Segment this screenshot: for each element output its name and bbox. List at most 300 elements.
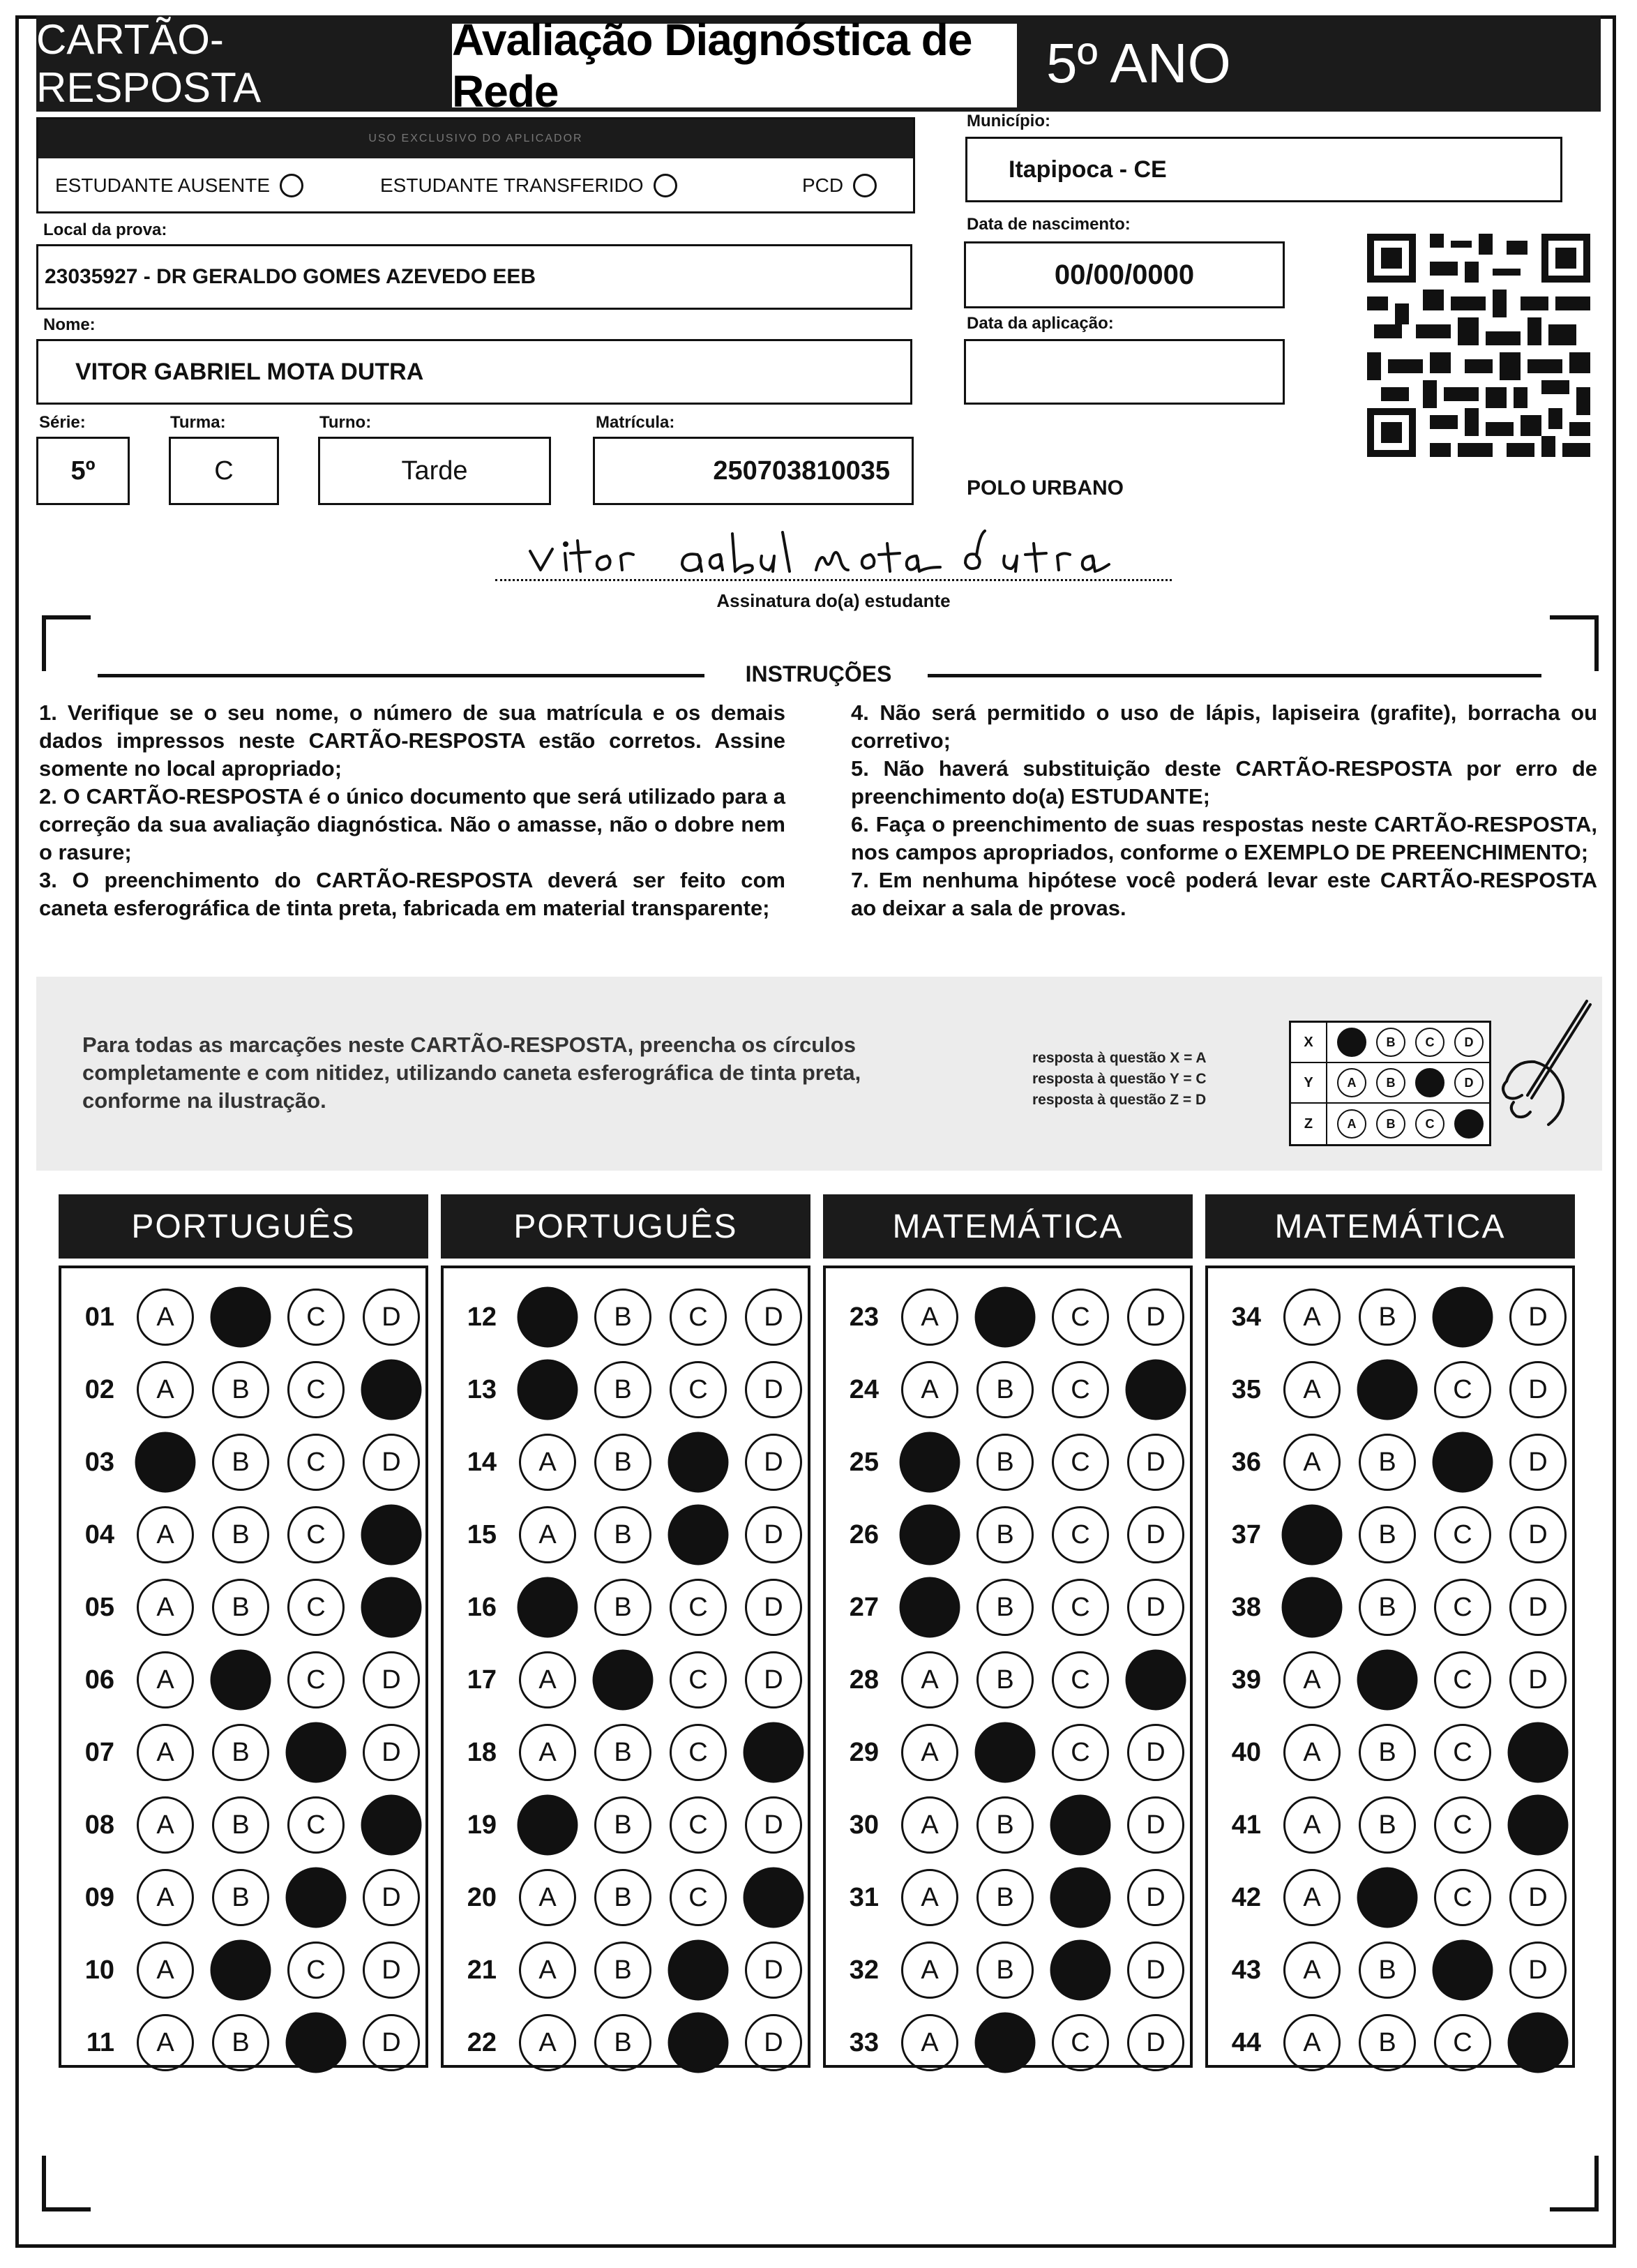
question-number: 20 <box>467 1882 497 1912</box>
question-number: 07 <box>84 1737 114 1767</box>
applicator-status-box <box>36 117 915 213</box>
answer-bubble-b[interactable]: B <box>1359 1289 1416 1346</box>
example-bubble: A <box>1337 1068 1366 1097</box>
question-number: 18 <box>467 1737 497 1767</box>
answer-bubble-a[interactable] <box>900 1505 960 1565</box>
question-row <box>61 1353 425 1426</box>
answer-bubble-d[interactable]: D <box>745 2014 802 2071</box>
polo-label: POLO URBANO <box>967 476 1124 500</box>
answer-bubble-a[interactable]: A <box>519 1869 576 1926</box>
answer-bubble-c[interactable]: C <box>1052 2014 1109 2071</box>
answer-panel <box>59 1266 428 2068</box>
question-row <box>444 1644 808 1716</box>
example-bubble <box>1337 1028 1366 1057</box>
answer-bubble-b[interactable] <box>211 1650 271 1711</box>
answer-bubble-d[interactable] <box>361 1505 422 1565</box>
municipio-value: Itapipoca - CE <box>1009 156 1167 183</box>
answer-bubble-b[interactable]: B <box>976 1869 1034 1926</box>
nome-label: Nome: <box>43 315 96 334</box>
question-number: 22 <box>467 2027 497 2057</box>
answer-bubble-d[interactable] <box>1126 1650 1186 1711</box>
answer-bubble-b[interactable]: B <box>1359 1724 1416 1781</box>
matricula-value: 250703810035 <box>713 456 890 486</box>
answer-bubble-a[interactable] <box>518 1577 578 1638</box>
question-row <box>61 1571 425 1644</box>
answer-bubble-d[interactable]: D <box>1127 1796 1184 1854</box>
question-row <box>826 1499 1190 1571</box>
question-row <box>826 1571 1190 1644</box>
example-row-label: X <box>1291 1023 1327 1062</box>
answer-bubble-d[interactable]: D <box>363 1434 420 1491</box>
answer-bubble-a[interactable]: A <box>1283 1361 1341 1418</box>
answer-bubble-c[interactable] <box>1433 1287 1493 1348</box>
answer-bubble-b[interactable]: B <box>594 1942 651 1999</box>
question-row <box>1208 1644 1572 1716</box>
answer-bubble-c[interactable]: C <box>670 1724 727 1781</box>
fill-example-legend <box>1032 1048 1207 1111</box>
answer-bubble-c[interactable] <box>286 1868 347 1928</box>
corner-mark-bottom-left <box>42 2156 91 2211</box>
answer-bubble-d[interactable]: D <box>1509 1506 1567 1563</box>
question-number: 15 <box>467 1519 497 1549</box>
answer-bubble-a[interactable]: A <box>137 1506 194 1563</box>
answer-bubble-b[interactable] <box>975 2013 1036 2073</box>
answer-bubble-d[interactable]: D <box>1127 1724 1184 1781</box>
question-row <box>826 1861 1190 1934</box>
question-row <box>61 1789 425 1861</box>
answer-bubble-a[interactable]: A <box>901 1869 958 1926</box>
fill-example-text: Para todas as marcações neste CARTÃO-RESPOSTA, preencha os círculos completamente e com nitidez, utilizando caneta esferográfica de tinta preta, conforme na ilustração. <box>82 1032 861 1113</box>
answer-bubble-a[interactable]: A <box>137 1869 194 1926</box>
answer-bubble-d[interactable]: D <box>1127 1869 1184 1926</box>
answer-bubble-a[interactable]: A <box>519 2014 576 2071</box>
subject-header: MATEMÁTICA <box>823 1194 1193 1259</box>
question-row <box>61 1499 425 1571</box>
answer-bubble-d[interactable] <box>744 1868 804 1928</box>
instructions-title: INSTRUÇÕES <box>745 661 892 686</box>
answer-bubble-d[interactable]: D <box>1127 1506 1184 1563</box>
answer-bubble-b[interactable] <box>593 1650 654 1711</box>
question-row <box>1208 2006 1572 2079</box>
answer-bubble-c[interactable] <box>668 1432 729 1493</box>
answer-bubble-c[interactable]: C <box>670 1361 727 1418</box>
answer-bubble-d[interactable] <box>1508 1722 1569 1783</box>
question-number: 09 <box>84 1882 114 1912</box>
answer-bubble-b[interactable]: B <box>1359 1506 1416 1563</box>
answer-bubble-c[interactable]: C <box>670 1796 727 1854</box>
subject-header: PORTUGUÊS <box>441 1194 810 1259</box>
question-number: 11 <box>86 2027 114 2057</box>
answer-bubble-b[interactable]: B <box>976 1796 1034 1854</box>
answer-bubble-b[interactable]: B <box>594 1796 651 1854</box>
answer-bubble-a[interactable]: A <box>901 1796 958 1854</box>
answer-bubble-c[interactable]: C <box>1434 1724 1491 1781</box>
question-row <box>826 1644 1190 1716</box>
card-title: CARTÃO-RESPOSTA <box>36 16 262 111</box>
pcd-label: PCD <box>802 174 844 196</box>
answer-bubble-a[interactable]: A <box>1283 1869 1341 1926</box>
answer-bubble-b[interactable]: B <box>594 1579 651 1636</box>
answer-bubble-c[interactable] <box>1433 1940 1493 2001</box>
answer-bubble-d[interactable]: D <box>363 1651 420 1708</box>
answer-bubble-b[interactable] <box>975 1287 1036 1348</box>
question-number: 13 <box>467 1374 497 1404</box>
answer-bubble-c[interactable]: C <box>1052 1434 1109 1491</box>
answer-bubble-a[interactable]: A <box>519 1651 576 1708</box>
answer-bubble-b[interactable]: B <box>594 1724 651 1781</box>
answer-bubble-d[interactable] <box>1508 1795 1569 1856</box>
nome-value: VITOR GABRIEL MOTA DUTRA <box>75 358 424 385</box>
answer-bubble-b[interactable]: B <box>594 1869 651 1926</box>
answer-bubble-a[interactable]: A <box>519 1434 576 1491</box>
answer-bubble-d[interactable] <box>1126 1360 1186 1420</box>
instruction-4: 4. Não será permitido o uso de lápis, lapiseira (grafite), borracha ou corretivo; <box>851 700 1597 753</box>
pcd-bubble[interactable] <box>853 174 877 197</box>
question-number: 01 <box>84 1302 114 1332</box>
answer-bubble-d[interactable]: D <box>745 1361 802 1418</box>
answer-bubble-d[interactable]: D <box>745 1796 802 1854</box>
answer-bubble-a[interactable] <box>518 1360 578 1420</box>
answer-bubble-d[interactable]: D <box>1509 1651 1567 1708</box>
local-label: Local da prova: <box>43 220 167 239</box>
answer-bubble-d[interactable]: D <box>1127 1579 1184 1636</box>
exam-title: Avaliação Diagnóstica de Rede <box>452 24 1017 107</box>
answer-bubble-b[interactable]: B <box>594 1506 651 1563</box>
example-bubble <box>1454 1109 1484 1139</box>
question-row <box>61 2006 425 2079</box>
example-bubble: B <box>1376 1068 1405 1097</box>
answer-bubble-a[interactable]: A <box>1283 1651 1341 1708</box>
answer-bubble-b[interactable]: B <box>212 1579 269 1636</box>
signature-label: Assinatura do(a) estudante <box>716 590 951 611</box>
question-number: 33 <box>849 2027 879 2057</box>
answer-bubble-a[interactable]: A <box>137 2014 194 2071</box>
question-number: 38 <box>1231 1592 1261 1622</box>
answer-bubble-c[interactable]: C <box>1434 1506 1491 1563</box>
transferred-label: ESTUDANTE TRANSFERIDO <box>380 174 644 196</box>
matricula-label: Matrícula: <box>596 413 675 432</box>
answer-bubble-d[interactable]: D <box>1127 1942 1184 1999</box>
question-row <box>826 1281 1190 1353</box>
answer-bubble-b[interactable] <box>211 1287 271 1348</box>
subject-header: MATEMÁTICA <box>1205 1194 1575 1259</box>
answer-bubble-b[interactable]: B <box>212 1361 269 1418</box>
question-number: 37 <box>1231 1519 1261 1549</box>
question-number: 21 <box>467 1955 497 1985</box>
answer-bubble-a[interactable]: A <box>1283 1796 1341 1854</box>
instruction-5: 5. Não haverá substituição deste CARTÃO-RESPOSTA por erro de preenchimento do(a) ESTUDANTE; <box>851 756 1597 809</box>
absent-option[interactable] <box>55 174 303 197</box>
answer-bubble-a[interactable] <box>1282 1577 1343 1638</box>
answer-bubble-c[interactable] <box>668 1940 729 2001</box>
answer-bubble-d[interactable]: D <box>363 1869 420 1926</box>
answer-bubble-b[interactable]: B <box>594 1434 651 1491</box>
answer-bubble-d[interactable]: D <box>1127 2014 1184 2071</box>
question-row <box>1208 1353 1572 1426</box>
question-number: 03 <box>84 1447 114 1477</box>
answer-bubble-b[interactable]: B <box>212 1869 269 1926</box>
serie-label: Série: <box>39 413 86 432</box>
answer-bubble-b[interactable]: B <box>594 1361 651 1418</box>
question-row <box>444 1861 808 1934</box>
answer-bubble-d[interactable] <box>361 1360 422 1420</box>
question-row <box>1208 1934 1572 2006</box>
answer-bubble-b[interactable] <box>975 1722 1036 1783</box>
question-row <box>444 1789 808 1861</box>
question-number: 40 <box>1231 1737 1261 1767</box>
answer-bubble-c[interactable]: C <box>287 1506 345 1563</box>
answer-bubble-c[interactable]: C <box>1052 1506 1109 1563</box>
answer-bubble-a[interactable]: A <box>901 1724 958 1781</box>
aplicacao-box <box>964 339 1285 405</box>
answer-bubble-d[interactable]: D <box>745 1434 802 1491</box>
answer-bubble-d[interactable]: D <box>1509 1869 1567 1926</box>
answer-bubble-c[interactable]: C <box>1434 1869 1491 1926</box>
question-row <box>1208 1281 1572 1353</box>
qr-code <box>1367 234 1590 457</box>
answer-bubble-d[interactable]: D <box>363 1942 420 1999</box>
answer-bubble-c[interactable]: C <box>1052 1289 1109 1346</box>
question-row <box>61 1644 425 1716</box>
transferred-option[interactable] <box>380 174 677 197</box>
absent-bubble[interactable] <box>280 174 303 197</box>
answer-bubble-d[interactable]: D <box>745 1289 802 1346</box>
answer-bubble-b[interactable] <box>211 1940 271 2001</box>
answer-bubble-a[interactable]: A <box>1283 1942 1341 1999</box>
question-row <box>61 1934 425 2006</box>
example-row <box>1291 1023 1489 1063</box>
instruction-2: 2. O CARTÃO-RESPOSTA é o único documento que será utilizado para a correção da sua avaliação diagnóstica. Não o amasse, não o dobre nem o rasure; <box>39 784 785 864</box>
answer-bubble-a[interactable]: A <box>1283 1434 1341 1491</box>
answer-panel <box>823 1266 1193 2068</box>
example-bubble: B <box>1376 1109 1405 1139</box>
local-value: 23035927 - DR GERALDO GOMES AZEVEDO EEB <box>45 265 536 288</box>
answer-bubble-d[interactable] <box>361 1577 422 1638</box>
answer-bubble-b[interactable] <box>1357 1868 1418 1928</box>
answer-bubble-c[interactable]: C <box>287 1796 345 1854</box>
answer-bubble-d[interactable]: D <box>745 1942 802 1999</box>
answer-bubble-d[interactable]: D <box>1509 1361 1567 1418</box>
question-row <box>444 1426 808 1499</box>
answer-bubble-a[interactable] <box>900 1432 960 1493</box>
question-row <box>1208 1789 1572 1861</box>
answer-bubble-a[interactable]: A <box>137 1942 194 1999</box>
question-number: 28 <box>849 1665 879 1695</box>
answer-bubble-b[interactable]: B <box>976 1651 1034 1708</box>
question-row <box>61 1716 425 1789</box>
question-row <box>1208 1426 1572 1499</box>
answer-bubble-b[interactable]: B <box>1359 1579 1416 1636</box>
question-number: 04 <box>84 1519 114 1549</box>
answer-bubble-b[interactable]: B <box>212 1796 269 1854</box>
answer-bubble-d[interactable]: D <box>1127 1289 1184 1346</box>
answer-bubble-a[interactable] <box>518 1287 578 1348</box>
answer-bubble-c[interactable]: C <box>1052 1724 1109 1781</box>
question-number: 05 <box>84 1592 114 1622</box>
answer-bubble-c[interactable] <box>286 1722 347 1783</box>
example-bubble: B <box>1376 1028 1405 1057</box>
example-bubble: D <box>1454 1068 1484 1097</box>
example-row-label: Z <box>1291 1104 1327 1144</box>
question-number: 16 <box>467 1592 497 1622</box>
question-row <box>1208 1716 1572 1789</box>
answer-bubble-c[interactable]: C <box>287 1361 345 1418</box>
question-row <box>1208 1861 1572 1934</box>
answer-bubble-c[interactable]: C <box>287 1651 345 1708</box>
question-row <box>444 1499 808 1571</box>
answer-bubble-a[interactable]: A <box>1283 1289 1341 1346</box>
answer-bubble-b[interactable]: B <box>1359 2014 1416 2071</box>
answer-bubble-d[interactable]: D <box>1127 1434 1184 1491</box>
answer-bubble-a[interactable]: A <box>1283 1724 1341 1781</box>
answer-bubble-c[interactable]: C <box>1434 2014 1491 2071</box>
answer-bubble-b[interactable]: B <box>212 1724 269 1781</box>
question-number: 36 <box>1231 1447 1261 1477</box>
nascimento-label: Data de nascimento: <box>967 215 1131 234</box>
answer-bubble-c[interactable]: C <box>670 1651 727 1708</box>
subject-header: PORTUGUÊS <box>59 1194 428 1259</box>
question-number: 19 <box>467 1810 497 1840</box>
answer-bubble-a[interactable] <box>900 1577 960 1638</box>
answer-bubble-a[interactable]: A <box>137 1796 194 1854</box>
answer-bubble-a[interactable] <box>1282 1505 1343 1565</box>
answer-bubble-a[interactable] <box>518 1795 578 1856</box>
answer-bubble-b[interactable]: B <box>212 1434 269 1491</box>
answer-bubble-c[interactable] <box>1050 1940 1111 2001</box>
question-row <box>61 1861 425 1934</box>
answer-bubble-a[interactable]: A <box>519 1724 576 1781</box>
example-row <box>1291 1063 1489 1104</box>
answer-bubble-b[interactable]: B <box>212 2014 269 2071</box>
question-number: 39 <box>1231 1665 1261 1695</box>
question-number: 32 <box>849 1955 879 1985</box>
answer-bubble-a[interactable]: A <box>137 1724 194 1781</box>
answer-bubble-c[interactable]: C <box>1434 1579 1491 1636</box>
answer-bubble-a[interactable]: A <box>901 1289 958 1346</box>
question-number: 31 <box>849 1882 879 1912</box>
pcd-option[interactable] <box>802 174 877 197</box>
answer-panel <box>1205 1266 1575 2068</box>
question-number: 30 <box>849 1810 879 1840</box>
grade-title: 5º ANO <box>1046 32 1231 94</box>
answer-bubble-b[interactable]: B <box>976 1434 1034 1491</box>
answer-bubble-b[interactable] <box>1357 1650 1418 1711</box>
legend-z: resposta à questão Z = D <box>1032 1092 1207 1108</box>
answer-bubble-d[interactable]: D <box>745 1506 802 1563</box>
answer-bubble-c[interactable]: C <box>670 1579 727 1636</box>
answer-bubble-a[interactable]: A <box>901 1651 958 1708</box>
answer-bubble-c[interactable] <box>1050 1795 1111 1856</box>
instructions-left-column <box>39 699 785 922</box>
answer-bubble-b[interactable]: B <box>976 1579 1034 1636</box>
answer-bubble-d[interactable]: D <box>745 1651 802 1708</box>
answer-bubble-b[interactable]: B <box>1359 1796 1416 1854</box>
municipio-label: Município: <box>967 112 1050 130</box>
question-row <box>826 1353 1190 1426</box>
answer-bubble-c[interactable] <box>1433 1432 1493 1493</box>
answer-bubble-b[interactable]: B <box>594 1289 651 1346</box>
example-bubble: C <box>1415 1109 1444 1139</box>
answer-bubble-c[interactable] <box>668 1505 729 1565</box>
answer-bubble-a[interactable]: A <box>901 1942 958 1999</box>
answer-bubble-a[interactable] <box>135 1432 196 1493</box>
answer-bubble-b[interactable]: B <box>976 1506 1034 1563</box>
question-row <box>1208 1571 1572 1644</box>
answer-bubble-d[interactable] <box>1508 2013 1569 2073</box>
answer-bubble-a[interactable]: A <box>519 1506 576 1563</box>
answer-bubble-d[interactable]: D <box>363 1289 420 1346</box>
answer-bubble-a[interactable]: A <box>1283 2014 1341 2071</box>
answer-panel <box>441 1266 810 2068</box>
instruction-1: 1. Verifique se o seu nome, o número de sua matrícula e os demais dados impressos neste CARTÃO-RESPOSTA estão corretos. Assine somente no local apropriado; <box>39 700 785 781</box>
answer-bubble-b[interactable]: B <box>594 2014 651 2071</box>
question-number: 23 <box>849 1302 879 1332</box>
answer-bubble-d[interactable]: D <box>745 1579 802 1636</box>
answer-bubble-c[interactable]: C <box>1434 1796 1491 1854</box>
answer-bubble-b[interactable]: B <box>1359 1942 1416 1999</box>
answer-bubble-b[interactable]: B <box>1359 1434 1416 1491</box>
question-row <box>444 1934 808 2006</box>
question-number: 24 <box>849 1374 879 1404</box>
answer-bubble-c[interactable] <box>668 2013 729 2073</box>
answer-bubble-d[interactable]: D <box>1509 1579 1567 1636</box>
transferred-bubble[interactable] <box>654 174 677 197</box>
question-number: 27 <box>849 1592 879 1622</box>
answer-bubble-a[interactable]: A <box>137 1651 194 1708</box>
instruction-6: 6. Faça o preenchimento de suas respostas neste CARTÃO-RESPOSTA, nos campos apropriados, conforme o EXEMPLO DE PREENCHIMENTO; <box>851 812 1597 864</box>
answer-bubble-c[interactable] <box>1050 1868 1111 1928</box>
question-row <box>826 1934 1190 2006</box>
answer-bubble-c[interactable] <box>286 2013 347 2073</box>
question-number: 10 <box>84 1955 114 1985</box>
signature-line <box>495 579 1172 581</box>
answer-bubble-d[interactable]: D <box>1509 1942 1567 1999</box>
answer-bubble-d[interactable]: D <box>1509 1434 1567 1491</box>
answer-bubble-b[interactable] <box>1357 1360 1418 1420</box>
answer-bubble-d[interactable] <box>744 1722 804 1783</box>
answer-bubble-c[interactable]: C <box>1052 1361 1109 1418</box>
answer-bubble-c[interactable]: C <box>287 1289 345 1346</box>
answer-bubble-a[interactable]: A <box>137 1289 194 1346</box>
answer-bubble-c[interactable]: C <box>670 1869 727 1926</box>
answer-bubble-c[interactable]: C <box>287 1434 345 1491</box>
answer-bubble-a[interactable]: A <box>137 1579 194 1636</box>
answer-bubble-d[interactable]: D <box>363 2014 420 2071</box>
instructions-right-column <box>851 699 1597 922</box>
answer-bubble-c[interactable]: C <box>1434 1361 1491 1418</box>
answer-bubble-a[interactable]: A <box>137 1361 194 1418</box>
answer-bubble-c[interactable]: C <box>1052 1579 1109 1636</box>
answer-bubble-a[interactable]: A <box>519 1942 576 1999</box>
answer-bubble-a[interactable]: A <box>901 1361 958 1418</box>
answer-bubble-c[interactable]: C <box>1434 1651 1491 1708</box>
answer-bubble-c[interactable]: C <box>287 1579 345 1636</box>
answer-bubble-c[interactable]: C <box>1052 1651 1109 1708</box>
answer-bubble-c[interactable]: C <box>287 1942 345 1999</box>
handwritten-signature <box>488 513 1179 583</box>
answer-bubble-d[interactable] <box>361 1795 422 1856</box>
answer-bubble-b[interactable]: B <box>976 1942 1034 1999</box>
answer-bubble-a[interactable]: A <box>901 2014 958 2071</box>
question-row <box>826 1716 1190 1789</box>
answer-bubble-b[interactable]: B <box>212 1506 269 1563</box>
answer-bubble-d[interactable]: D <box>1509 1289 1567 1346</box>
answer-bubble-b[interactable]: B <box>976 1361 1034 1418</box>
example-bubble: D <box>1454 1028 1484 1057</box>
answer-bubble-c[interactable]: C <box>670 1289 727 1346</box>
turma-value: C <box>214 456 234 486</box>
answer-bubble-d[interactable]: D <box>363 1724 420 1781</box>
